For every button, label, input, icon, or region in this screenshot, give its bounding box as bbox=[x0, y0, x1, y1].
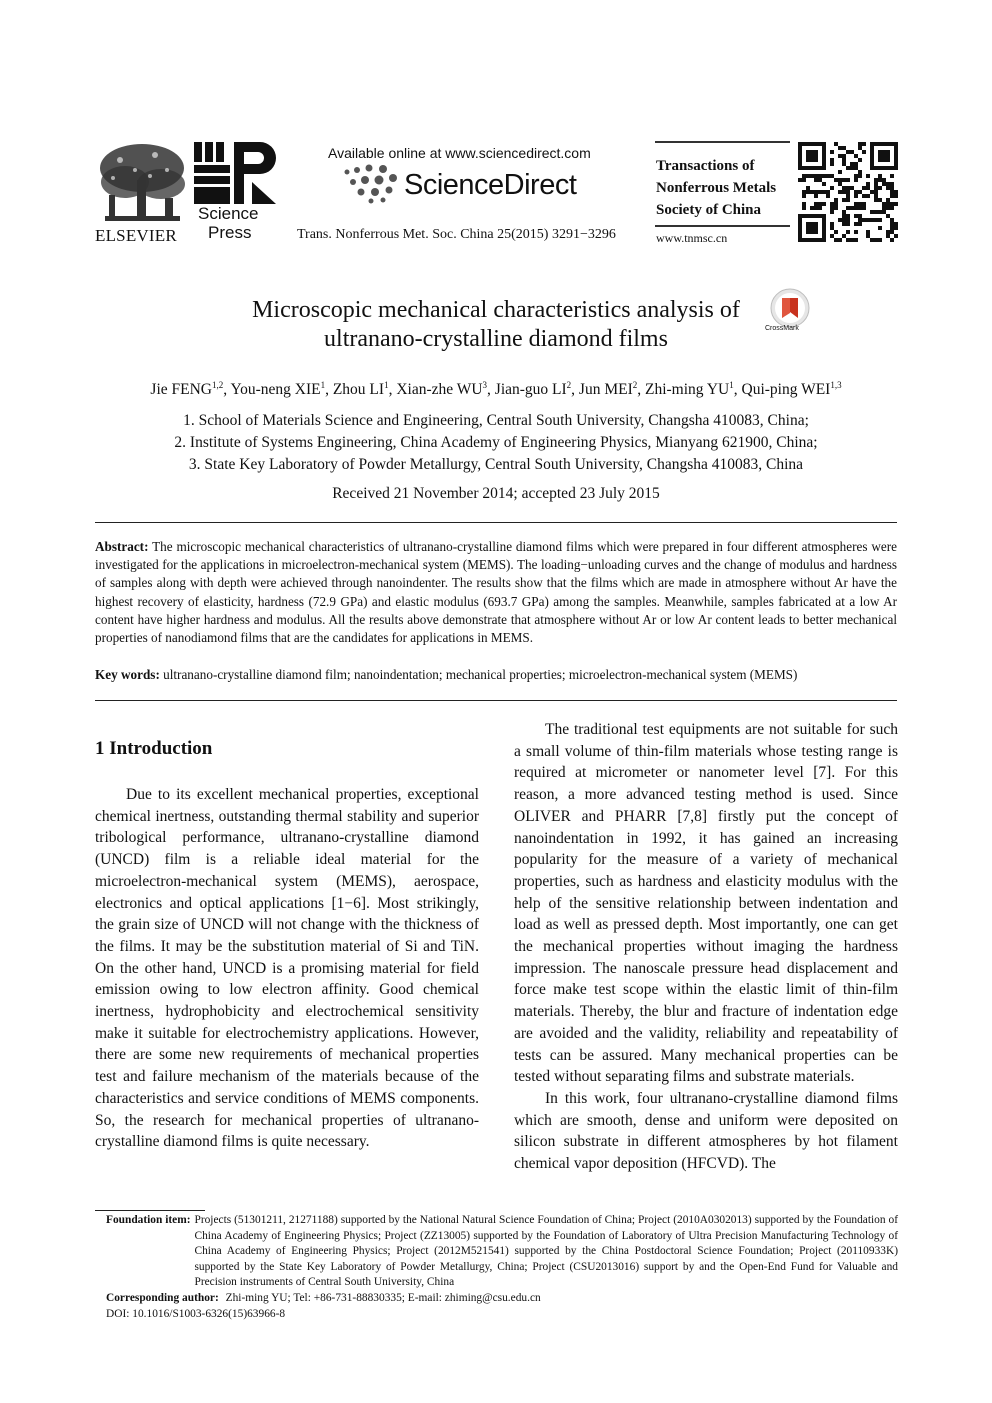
science-press-wordmark bbox=[198, 204, 258, 242]
journal-citation: Trans. Nonferrous Met. Soc. China 25(2015) 3291−3296 bbox=[297, 227, 616, 242]
right-paragraph-2: In this work, four ultranano-crystalline diamond films which are smooth, dense and uniform were deposited on silicon substrate in different atmospheres by hot filament chemical vapor deposition (HFCVD). The bbox=[514, 1089, 898, 1173]
author-name: Qui-ping WEI bbox=[741, 381, 831, 399]
foundation-text: Projects (51301211, 21271188) supported by the National Natural Science Foundation of China; Project (2010A0302013) supported by the Foundation of China Academy of Engineering Physics; Project (ZZ13005) supported by the Foundation of Laboratory of Ultra Precision Manufacturing Technology of China Academy of Engineering Physics; Project (2012M521541) supported by the China Postdoctoral Science Foundation; Project (20110933K) supported by the State Key Laboratory of Powder Metallurgy, China; Project (CSU2013016) support by and the Open-End Fund for Valuable and Precision instruments of Central South University, China bbox=[194, 1214, 898, 1289]
author-name: Zhi-ming YU bbox=[645, 381, 730, 399]
divider-bottom bbox=[95, 700, 897, 701]
received-date: Received 21 November 2014; accepted 23 July 2015 bbox=[332, 485, 660, 502]
keywords-label: Key words: bbox=[95, 667, 160, 682]
author-affiliation-sup: 2 bbox=[632, 380, 638, 390]
science-word: Science bbox=[198, 204, 259, 223]
right-column bbox=[514, 719, 898, 1175]
journal-title-line-3: Society of China bbox=[656, 202, 761, 218]
author-name: Jie FENG bbox=[150, 381, 212, 399]
corresponding-text: Zhi-ming YU; Tel: +86-731-88830335; E-mail: zhiming@csu.edu.cn bbox=[225, 1291, 541, 1304]
journal-box-top-rule bbox=[655, 141, 790, 143]
foundation-label: Foundation item: bbox=[106, 1214, 191, 1226]
author-list: Jie FENG$^{1,2}$, You-neng XIE$^1$, Zhou $LI^1$, Xian-zhe $WU^3$, Jian-guo $LI^2$, Jun MEI$^2$, Zhi-ming $YU^1$, Qui-ping WEI$^{1,3}$ bbox=[150, 380, 842, 399]
author-name: You-neng XIE bbox=[230, 381, 321, 399]
abstract bbox=[95, 538, 897, 647]
author-affiliation-sup: 2 bbox=[566, 380, 572, 390]
paper-title bbox=[140, 296, 852, 354]
corresponding-label: Corresponding author: bbox=[106, 1291, 219, 1304]
section-heading: 1 Introduction bbox=[95, 738, 213, 759]
author-name: Jun MEI bbox=[578, 381, 633, 399]
sciencedirect-dots-icon bbox=[343, 164, 399, 204]
keywords bbox=[95, 666, 897, 684]
author-affiliation-sup: 3 bbox=[482, 380, 488, 390]
affiliation-2: 2. Institute of Systems Engineering, China Academy of Engineering Physics, Mianyang 621900, China; bbox=[174, 434, 818, 451]
affiliation-3: 3. State Key Laboratory of Powder Metallurgy, Central South University, Changsha 410083, China bbox=[188, 456, 804, 473]
journal-title-line-1: Transactions of bbox=[656, 158, 755, 174]
press-word: Press bbox=[208, 223, 252, 242]
available-online-text: Available online at www.sciencedirect.com bbox=[328, 145, 591, 161]
journal-title bbox=[656, 155, 776, 221]
author-affiliation-sup: 1,3 bbox=[830, 380, 842, 390]
foundation-item bbox=[106, 1213, 898, 1291]
journal-url[interactable]: www.tnmsc.cn bbox=[656, 231, 728, 245]
author-affiliation-sup: 1 bbox=[384, 380, 389, 390]
author-affiliation-sup: 1 bbox=[729, 380, 734, 390]
footnote-rule bbox=[95, 1210, 205, 1211]
left-column bbox=[95, 784, 479, 1153]
journal-title-line-2: Nonferrous Metals bbox=[656, 180, 777, 196]
author-name: Zhou LI bbox=[332, 381, 385, 399]
science-press-logo bbox=[194, 142, 276, 204]
corresponding-author bbox=[106, 1291, 898, 1307]
footnote bbox=[106, 1213, 898, 1322]
author-name: Jian-guo LI bbox=[494, 381, 567, 399]
journal-box-bottom-rule bbox=[655, 225, 790, 227]
abstract-text: The microscopic mechanical characteristics of ultranano-crystalline diamond films which were prepared in four different atmospheres were investigated for the applications in microelectron-mechanical system (MEMS). The loading−unloading curves and the change of modulus and hardness of samples along with depth were achieved through nanoindenter. The results show that the films which are made in atmosphere without Ar have the highest recovery of elasticity, hardness (72.9 GPa) and elastic modulus (693.7 GPa) among the samples. Meanwhile, samples fabricated at a low Ar content have higher hardness and modulus. All the results above demonstrate that atmosphere without Ar or low Ar content leads to better mechanical properties of nanodiamond films that are the candidates for applications in MEMS. bbox=[95, 539, 898, 646]
left-paragraph-1: Due to its excellent mechanical properties, exceptional chemical inertness, outstanding thermal stability and superior tribological performance, ultranano-crystalline diamond (UNCD) film is a reliable ideal material for the microelectron-mechanical system (MEMS), aerospace, electronics and optical applications [1−6]. Most strikingly, the grain size of UNCD will not change with the thickness of the films. It may be the substitution material of Si and TiN. On the other hand, UNCD is a promising material for field emission owing to low electron affinity. Good chemical inertness, hydrophobicity and electrochemical sensitivity make it suitable for electrochemistry applications. However, there are some new requirements of mechanical properties test and failure mechanism of the materials because of the characteristics and service conditions of MEMS components. So, the research for mechanical properties of ultranano-crystalline diamond films is quite necessary. bbox=[95, 786, 479, 1151]
affiliation-1: 1. School of Materials Science and Engineering, Central South University, Changsha 410083, China; bbox=[183, 412, 809, 429]
divider-top bbox=[95, 522, 897, 523]
author-affiliation-sup: 1 bbox=[320, 380, 326, 390]
keywords-text: ultranano-crystalline diamond film; nanoindentation; mechanical properties; microelectron-mechanical system (MEMS) bbox=[163, 667, 798, 682]
right-paragraph-1: The traditional test equipments are not suitable for such a small volume of thin-film materials whose testing range is required at micrometer or nanometer level [7]. For this reason, a more advanced testing method is used. Since OLIVER and PHARR [7,8] firstly put the concept of nanoindentation in 1992, it has gained an increasing popularity for the measure of a variety of mechanical properties, such as hardness and elasticity modulus with the help of the sensitive relationship between indentation and load as well as pressed depth. Most importantly, one can get the mechanical properties without imaging the hardness impression. The nanoscale pressure head displacement and force make test scope within the elastic limit of thin-film materials. Thereby, the blur and fracture of indentation edge are avoided and the validity, reliability and repeatability of tests can be assured. Many mechanical properties can be tested without separating films and substrate materials. bbox=[514, 721, 898, 1086]
elsevier-wordmark: ELSEVIER bbox=[95, 226, 177, 245]
sciencedirect-wordmark: ScienceDirect bbox=[404, 169, 577, 201]
doi[interactable]: DOI: 10.1016/S1003-6326(15)63966-8 bbox=[106, 1307, 286, 1320]
qr-code-icon bbox=[798, 142, 898, 242]
author-name: Xian-zhe WU bbox=[396, 381, 483, 399]
title-line-1: Microscopic mechanical characteristics analysis of bbox=[252, 297, 740, 323]
abstract-label: Abstract: bbox=[95, 539, 149, 554]
author-affiliation-sup: 1,2 bbox=[212, 380, 224, 390]
crossmark-label: CrossMark bbox=[765, 325, 799, 332]
title-line-2: ultranano-crystalline diamond films bbox=[324, 326, 668, 352]
